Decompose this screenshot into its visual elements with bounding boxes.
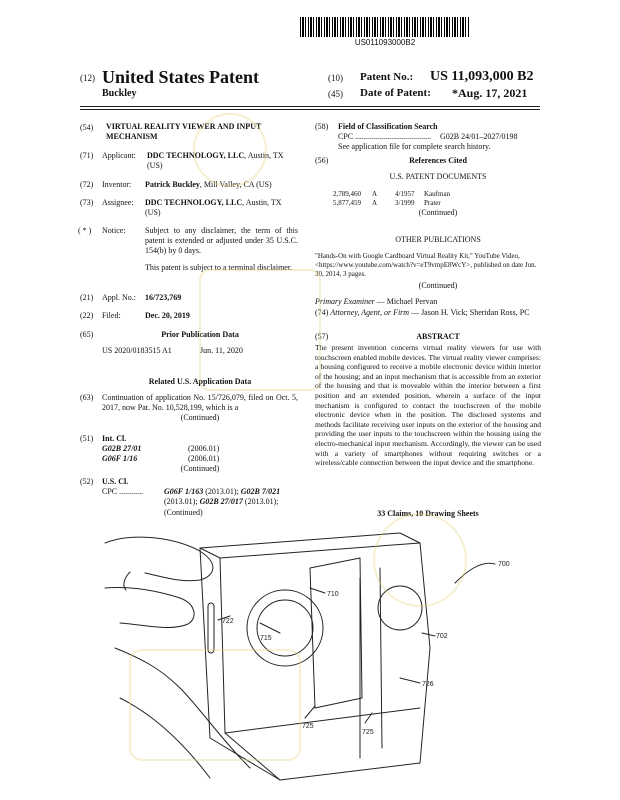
primary-examiner xyxy=(315,297,437,307)
int-cl-year: (2006.01) xyxy=(188,444,220,453)
inid-code-72: (72) xyxy=(80,180,94,189)
ref-numeral-710: 710 xyxy=(327,591,339,598)
inventor xyxy=(145,180,305,190)
patent-drawing xyxy=(100,528,540,790)
patent-number: US 11,093,000 B2 xyxy=(430,69,534,84)
abstract-text: The present invention concerns virtual reality viewers for use with touchscreen enabled mobile devices. The virtual reality viewer comprises: a housing configured to receive a mobile electronic device within interior of the housing; and an input mechanism that is accessible from an exterior of the housing and that is moveable within the interior between a first position and an extended position, wherein a surface of the input mechanism is configured to contact the touchscreen of the mobile electronic device when in the position. The disclosed systems and methods facilitate receiving user inputs on the exterior of the housing and providing the user inputs to the touchscreen within the housing using the electro-mechanical input mechanism. Accordingly, the viewer can be used with a variety of smartphones without requiring switches or a wireless/cable connection between the input device and the smartphone. xyxy=(315,343,541,468)
inid-code-52: (52) xyxy=(80,477,94,486)
ref-numeral-700: 700 xyxy=(498,561,510,568)
inid-code-63: (63) xyxy=(80,393,94,402)
inid-code-73: (73) xyxy=(80,198,94,207)
inid-code-65: (65) xyxy=(80,330,94,339)
assignee-name: DDC TECHNOLOGY, LLC xyxy=(145,198,243,207)
inid-code-21: (21) xyxy=(80,293,94,302)
applicant xyxy=(147,151,297,171)
date-of-patent: *Aug. 17, 2021 xyxy=(452,86,528,100)
ref-kind: A xyxy=(372,199,378,207)
inventor-place: , Mill Valley, CA (US) xyxy=(199,180,272,189)
inid-code-71: (71) xyxy=(80,151,94,160)
related-app-heading: Related U.S. Application Data xyxy=(148,377,252,386)
examiner-label: Primary Examiner xyxy=(315,297,375,306)
int-cl-class: G02B 27/01 xyxy=(102,444,142,453)
ref-numeral-702: 702 xyxy=(436,633,448,640)
ref-name: Prater xyxy=(424,199,441,207)
cpc-class: G02B 27/017 xyxy=(199,497,243,506)
field-search-cpc: G02B 24/01–2027/0198 xyxy=(440,132,518,141)
appl-no-label: Appl. No.: xyxy=(102,293,136,302)
us-cl-classes xyxy=(164,487,304,507)
references-heading: References Cited xyxy=(409,156,467,165)
attorney-name: Jason H. Vick; Sheridan Ross, PC xyxy=(421,308,530,317)
int-cl-class: G06F 1/16 xyxy=(102,454,138,463)
attorney xyxy=(315,308,541,318)
prior-pub-date: Jun. 11, 2020 xyxy=(200,346,243,355)
filed-date: Dec. 20, 2019 xyxy=(145,311,190,320)
ref-numeral-726: 726 xyxy=(422,681,434,688)
prior-pub-number: US 2020/0183515 A1 xyxy=(102,346,172,355)
notice-text: Subject to any disclaimer, the term of this patent is extended or adjusted under 35 U.S.C. 154(b) by 0 days. xyxy=(145,226,298,255)
prior-pub-heading: Prior Publication Data xyxy=(161,330,239,339)
continuation-text: Continuation of application No. 15/726,079, filed on Oct. 5, 2017, now Pat. No. 10,528,199, which is a xyxy=(102,393,298,412)
ref-date: 3/1999 xyxy=(395,199,415,207)
us-cl-heading: U.S. Cl. xyxy=(102,477,129,486)
inid-code-57: (57) xyxy=(315,332,329,341)
us-patent-docs-heading: U.S. PATENT DOCUMENTS xyxy=(389,172,487,181)
cpc-class: G06F 1/163 xyxy=(164,487,204,496)
attorney-label: Attorney, Agent, or Firm xyxy=(330,308,410,317)
document-kind: United States Patent xyxy=(102,67,259,87)
attorney-sep: — xyxy=(409,308,422,317)
ref-name: Kaufman xyxy=(424,190,451,198)
ref-number: 2,789,460 xyxy=(333,190,361,198)
assignee-place: , Austin, TX (US) xyxy=(145,198,282,217)
ref-numeral-722: 722 xyxy=(222,618,234,625)
applicant-name: DDC TECHNOLOGY, LLC xyxy=(147,151,245,160)
applicant-place: , Austin, TX (US) xyxy=(147,151,284,170)
terminal-disclaimer: This patent is subject to a terminal disclaimer. xyxy=(145,263,293,272)
cpc-label: CPC ............ xyxy=(102,487,144,496)
notice-label: Notice: xyxy=(102,226,126,235)
continuation-continued: (Continued) xyxy=(180,413,220,422)
patent-number-label: Patent No.: xyxy=(360,71,414,83)
inid-code-58: (58) xyxy=(315,122,329,131)
inid-code-10: (10) xyxy=(328,73,343,83)
barcode xyxy=(300,17,470,37)
ref-numeral-715: 715 xyxy=(260,635,272,642)
int-cl-continued: (Continued) xyxy=(180,464,220,473)
notice-marker: ( * ) xyxy=(78,226,92,235)
assignee-label: Assignee: xyxy=(102,198,134,207)
inid-code-45: (45) xyxy=(328,89,343,99)
field-search-cpc-label: CPC ...................................... xyxy=(338,132,432,141)
inid-code-51: (51) xyxy=(80,434,94,443)
ref-numeral-725: 725 xyxy=(362,729,374,736)
int-cl-heading: Int. Cl. xyxy=(102,434,127,443)
cpc-date: (2013.01); xyxy=(164,497,200,506)
inid-code-54: (54) xyxy=(80,123,94,132)
int-cl-year: (2006.01) xyxy=(188,454,220,463)
invention-title: VIRTUAL REALITY VIEWER AND INPUT MECHANISM xyxy=(106,122,262,141)
header-rule xyxy=(80,106,540,107)
other-pubs-continued: (Continued) xyxy=(418,281,458,290)
assignee xyxy=(145,198,297,218)
inventor-name: Patrick Buckley xyxy=(145,180,200,189)
date-of-patent-label: Date of Patent: xyxy=(360,87,431,99)
abstract-heading: ABSTRACT xyxy=(416,332,460,341)
inventor-label: Inventor: xyxy=(102,180,132,189)
barcode-number: US011093000B2 xyxy=(354,38,416,47)
examiner-sep: — xyxy=(374,297,387,306)
inid-code-12: (12) xyxy=(80,73,95,83)
applicant-label: Applicant: xyxy=(102,151,136,160)
field-search-heading: Field of Classification Search xyxy=(338,122,438,131)
inid-code-22: (22) xyxy=(80,311,94,320)
ref-number: 5,877,459 xyxy=(333,199,361,207)
us-cl-continued: (Continued) xyxy=(164,508,203,517)
appl-no: 16/723,769 xyxy=(145,293,182,302)
refs-continued: (Continued) xyxy=(418,208,458,217)
ref-kind: A xyxy=(372,190,378,198)
other-pubs-heading: OTHER PUBLICATIONS xyxy=(395,235,481,244)
other-pub-text: "Hands-On with Google Cardboard Virtual Reality Kit," YouTube Video, <https://www.youtube.com/watch?v=eT9vmpE8WcY>, published on date Jun. 30, 2014, 3 pages. xyxy=(315,252,537,278)
ref-date: 4/1957 xyxy=(395,190,415,198)
claims-summary: 33 Claims, 10 Drawing Sheets xyxy=(377,509,479,518)
inid-code-56: (56) xyxy=(315,156,329,165)
header-rule-thin xyxy=(80,109,540,110)
search-history-note: See application file for complete search history. xyxy=(338,142,491,151)
inventor-surname: Buckley xyxy=(102,88,137,99)
inid-code-74: (74) xyxy=(315,308,329,317)
cpc-class: G02B 7/021 xyxy=(240,487,281,496)
ref-numeral-725: 725 xyxy=(302,723,314,730)
cpc-date: (2013.01); xyxy=(242,497,279,506)
filed-label: Filed: xyxy=(102,311,121,320)
examiner-name: Michael Pervan xyxy=(386,297,438,306)
cpc-date: (2013.01); xyxy=(203,487,241,496)
